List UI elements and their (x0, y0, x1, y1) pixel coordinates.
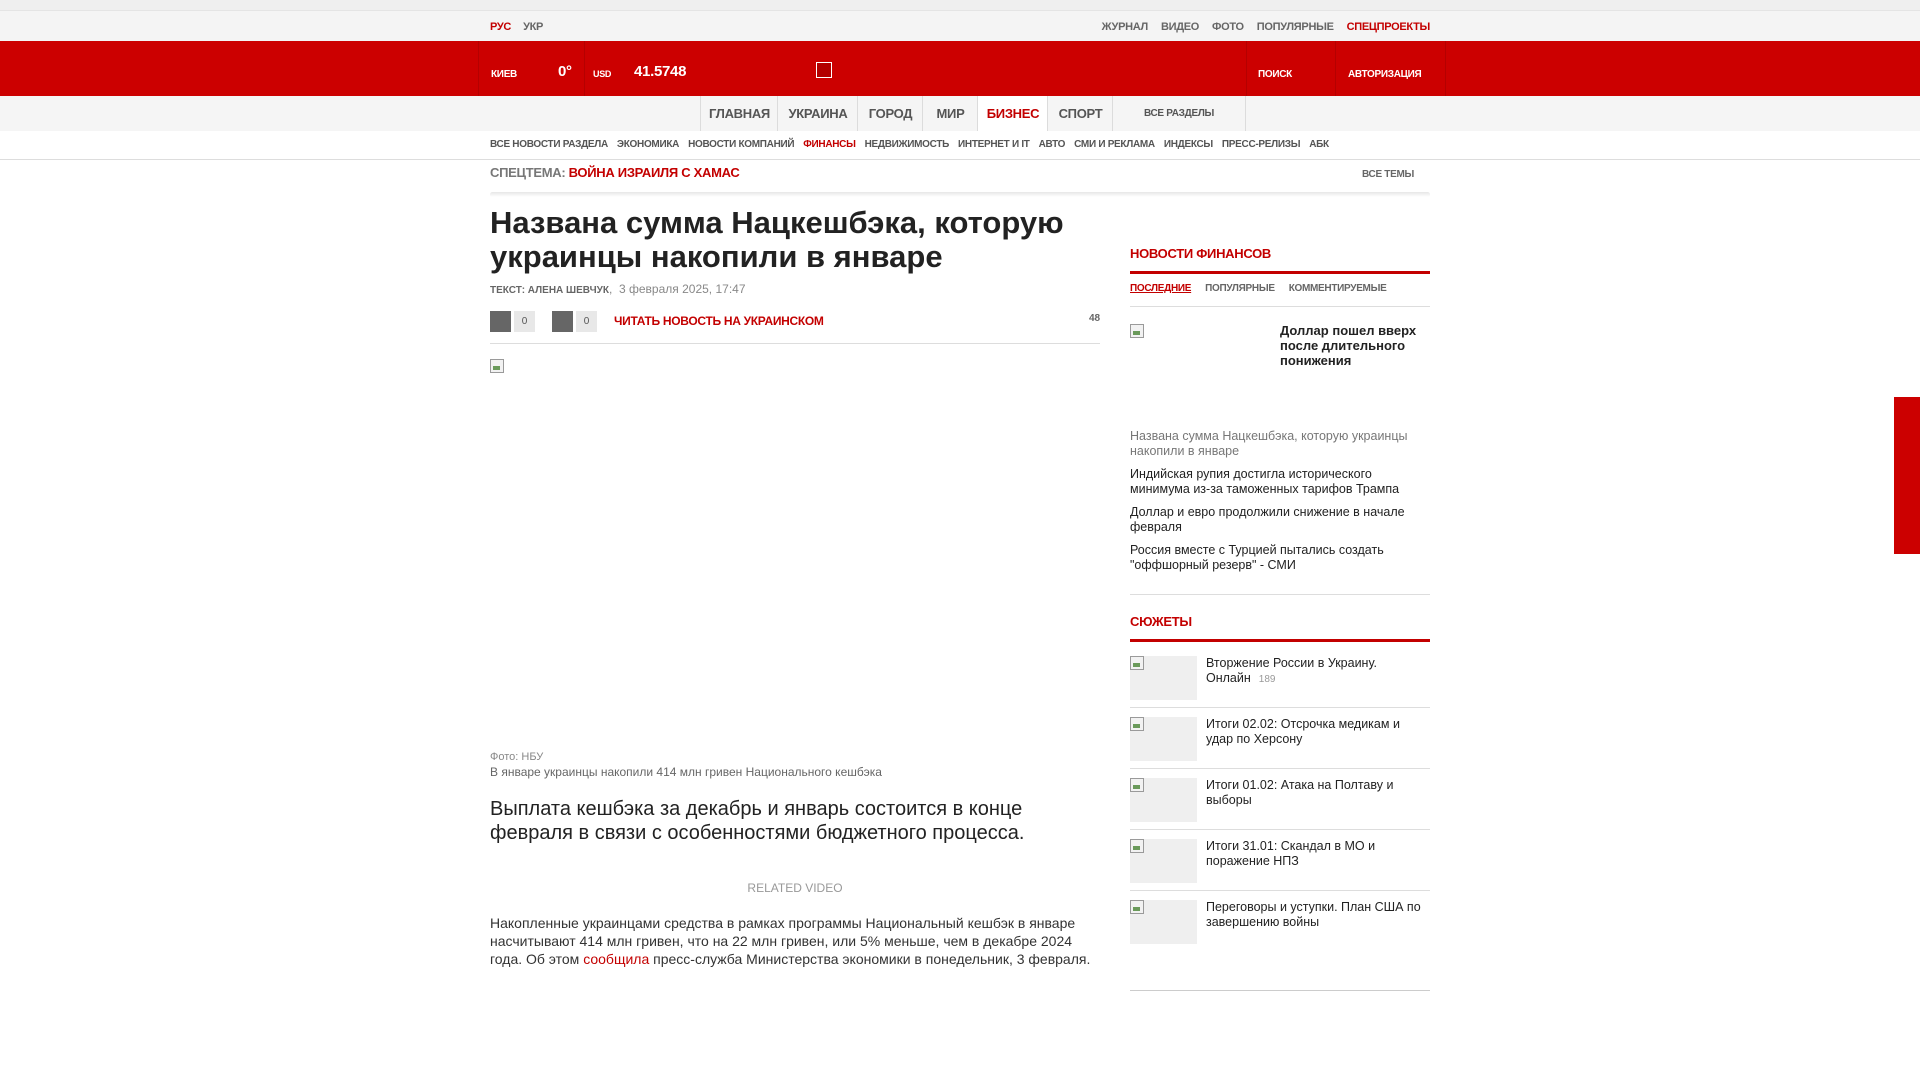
story-thumbnail (1130, 778, 1197, 822)
news-item[interactable]: Доллар и евро продолжили снижение в начале февраля (1130, 505, 1405, 534)
article-author[interactable]: ТЕКСТ: АЛЕНА ШЕВЧУК (490, 285, 609, 296)
link-popular[interactable]: ПОПУЛЯРНЫЕ (1256, 21, 1334, 33)
city-label: КИЕВ (491, 69, 517, 80)
search-button[interactable] (1246, 41, 1336, 96)
link-video[interactable]: ВИДЕО (1160, 21, 1200, 33)
news-tabs (1130, 283, 1400, 294)
story-title: Итоги 01.02: Атака на Полтаву и выборы (1206, 778, 1394, 807)
news-item[interactable]: Россия вместе с Турцией пытались создать "оффшорный резерв" - СМИ (1130, 543, 1384, 572)
nav-item-business[interactable]: БИЗНЕС (977, 96, 1048, 131)
top-strip (0, 0, 1920, 10)
temperature: 0° (558, 63, 572, 80)
image-placeholder-icon (1130, 900, 1144, 914)
subnav-item-company-news[interactable]: НОВОСТИ КОМПАНИЙ (688, 139, 795, 150)
story-item[interactable] (1130, 778, 1430, 828)
article-lead: Выплата кешбэка за декабрь и январь состоится в конце февраля в связи с особенностями бюджетного процесса. (490, 798, 1025, 844)
subnav-item-all[interactable]: ВСЕ НОВОСТИ РАЗДЕЛА (490, 139, 608, 150)
login-button[interactable] (1335, 41, 1446, 96)
image-placeholder-icon (490, 359, 504, 373)
language-switcher (490, 21, 555, 33)
divider (1130, 707, 1430, 708)
lang-rus[interactable]: РУС (490, 21, 512, 33)
nav-item-world[interactable]: МИР (922, 96, 978, 131)
header-bar (0, 41, 1920, 96)
divider (1130, 990, 1430, 991)
divider (1130, 768, 1430, 769)
share-count: 0 (576, 311, 597, 332)
nav-item-city[interactable]: ГОРОД (857, 96, 923, 131)
divider (1130, 306, 1430, 307)
share-count: 0 (514, 311, 535, 332)
article-meta: ТЕКСТ: АЛЕНА ШЕВЧУК, 3 февраля 2025, 17:47 (490, 282, 746, 296)
image-placeholder-icon (1130, 839, 1144, 853)
divider (1130, 890, 1430, 891)
divider (1130, 829, 1430, 830)
subnav-item-media[interactable]: СМИ И РЕКЛАМА (1074, 139, 1155, 150)
special-theme (490, 165, 739, 180)
divider (490, 192, 1430, 197)
subnav-item-realty[interactable]: НЕДВИЖИМОСТЬ (864, 139, 950, 150)
article-photo (490, 359, 1100, 739)
divider (490, 343, 1100, 344)
photo-credit: Фото: НБУ (490, 751, 544, 763)
login-label: АВТОРИЗАЦИЯ (1348, 69, 1422, 80)
stories-title[interactable]: СЮЖЕТЫ (1130, 614, 1192, 629)
subnav-item-abk[interactable]: АБК (1309, 139, 1329, 150)
view-count: 48 (1089, 313, 1101, 324)
image-placeholder-icon (1130, 717, 1144, 731)
image-placeholder-icon (1130, 656, 1144, 670)
story-count: 189 (1258, 674, 1276, 685)
special-theme-link[interactable]: ВОЙНА ИЗРАИЛЯ С ХАМАС (568, 165, 740, 180)
main-nav (0, 96, 1920, 132)
news-item[interactable]: Названа сумма Нацкешбэка, которую украинцы накопили в январе (1130, 429, 1408, 458)
article-title: Названа сумма Нацкешбэка, которую украинцы накопили в январе (490, 205, 1064, 274)
facebook-icon (490, 311, 511, 332)
divider (1130, 594, 1430, 595)
currency-label: USD (593, 69, 612, 79)
divider (1130, 271, 1430, 274)
currency-rate: 41.5748 (634, 63, 687, 80)
nav-item-all-sections[interactable]: ВСЕ РАЗДЕЛЫ (1112, 96, 1246, 131)
weather-widget[interactable] (478, 41, 585, 96)
story-title: Вторжение России в Украину. Онлайн (1206, 656, 1377, 685)
section-subnav (0, 131, 1920, 160)
subnav-item-economy[interactable]: ЭКОНОМИКА (616, 139, 680, 150)
subnav-item-press-releases[interactable]: ПРЕСС-РЕЛИЗЫ (1221, 139, 1301, 150)
top-news-title[interactable]: Доллар пошел вверх после длительного понижения (1280, 323, 1417, 368)
story-item[interactable] (1130, 656, 1430, 706)
link-special-projects[interactable]: СПЕЦПРОЕКТЫ (1346, 21, 1430, 33)
story-thumbnail (1130, 656, 1197, 700)
utility-bar (0, 10, 1920, 42)
paragraph-text: пресс-служба Министерства экономики в понедельник, 3 февраля. (649, 951, 1091, 967)
photo-caption: В январе украинцы накопили 414 млн гривен Национального кешбэка (490, 765, 882, 779)
search-label: ПОИСК (1258, 69, 1292, 80)
subnav-item-finance[interactable]: ФИНАНСЫ (803, 139, 856, 150)
story-thumbnail (1130, 900, 1197, 944)
nav-item-main[interactable]: ГЛАВНАЯ (700, 96, 778, 131)
utility-links (1089, 21, 1430, 33)
tab-commented[interactable]: КОММЕНТИРУЕМЫЕ (1288, 283, 1387, 294)
link-journal[interactable]: ЖУРНАЛ (1101, 21, 1148, 33)
news-item[interactable]: Индийская рупия достигла исторического минимума из-за таможенных тарифов Трампа (1130, 467, 1400, 496)
telegram-icon (552, 311, 573, 332)
subnav-item-auto[interactable]: АВТО (1038, 139, 1066, 150)
story-thumbnail (1130, 839, 1197, 883)
read-in-ukrainian-link[interactable]: ЧИТАТЬ НОВОСТЬ НА УКРАИНСКОМ (614, 314, 824, 328)
related-video-label: RELATED VIDEO (747, 881, 843, 895)
subnav-item-internet-it[interactable]: ИНТЕРНЕТ И IT (958, 139, 1030, 150)
story-thumbnail (1130, 717, 1197, 761)
lang-ukr[interactable]: УКР (523, 21, 544, 33)
site-logo[interactable] (816, 62, 832, 78)
story-item[interactable] (1130, 900, 1430, 950)
all-topics-link[interactable]: ВСЕ ТЕМЫ (1362, 169, 1415, 180)
paragraph-text: Накопленные украинцами средства в рамках программы Национальный кешбэк в январе насчитывают 414 млн гривен, что на 22 млн гривен, или 5% меньше, чем в декабре 2024 года. Об этом (490, 915, 1076, 967)
image-placeholder-icon (1130, 778, 1144, 792)
subnav-item-indexes[interactable]: ИНДЕКСЫ (1163, 139, 1213, 150)
story-item[interactable] (1130, 717, 1430, 767)
divider (1130, 639, 1430, 642)
source-link[interactable]: сообщила (583, 951, 650, 967)
top-news-image[interactable] (1130, 324, 1270, 419)
story-item[interactable] (1130, 839, 1430, 889)
story-title: Итоги 31.01: Скандал в МО и поражение НПЗ (1206, 839, 1376, 868)
currency-widget[interactable] (584, 41, 691, 96)
story-title: Итоги 02.02: Отсрочка медикам и удар по Херсону (1206, 717, 1400, 746)
nav-item-ukraine[interactable]: УКРАИНА (777, 96, 858, 131)
article-paragraph (490, 914, 1100, 968)
image-placeholder-icon (1130, 324, 1144, 338)
tab-latest[interactable]: ПОСЛЕДНИЕ (1130, 283, 1192, 294)
special-theme-label: СПЕЦТЕМА: (490, 165, 566, 180)
tab-popular[interactable]: ПОПУЛЯРНЫЕ (1205, 283, 1275, 294)
link-photo[interactable]: ФОТО (1212, 21, 1244, 33)
story-title: Переговоры и уступки. План США по завершению войны (1206, 900, 1421, 929)
finance-news-title[interactable]: НОВОСТИ ФИНАНСОВ (1130, 246, 1272, 261)
nav-item-sport[interactable]: СПОРТ (1047, 96, 1113, 131)
article-date: 3 февраля 2025, 17:47 (619, 282, 746, 296)
side-feedback-tab[interactable] (1894, 397, 1920, 554)
